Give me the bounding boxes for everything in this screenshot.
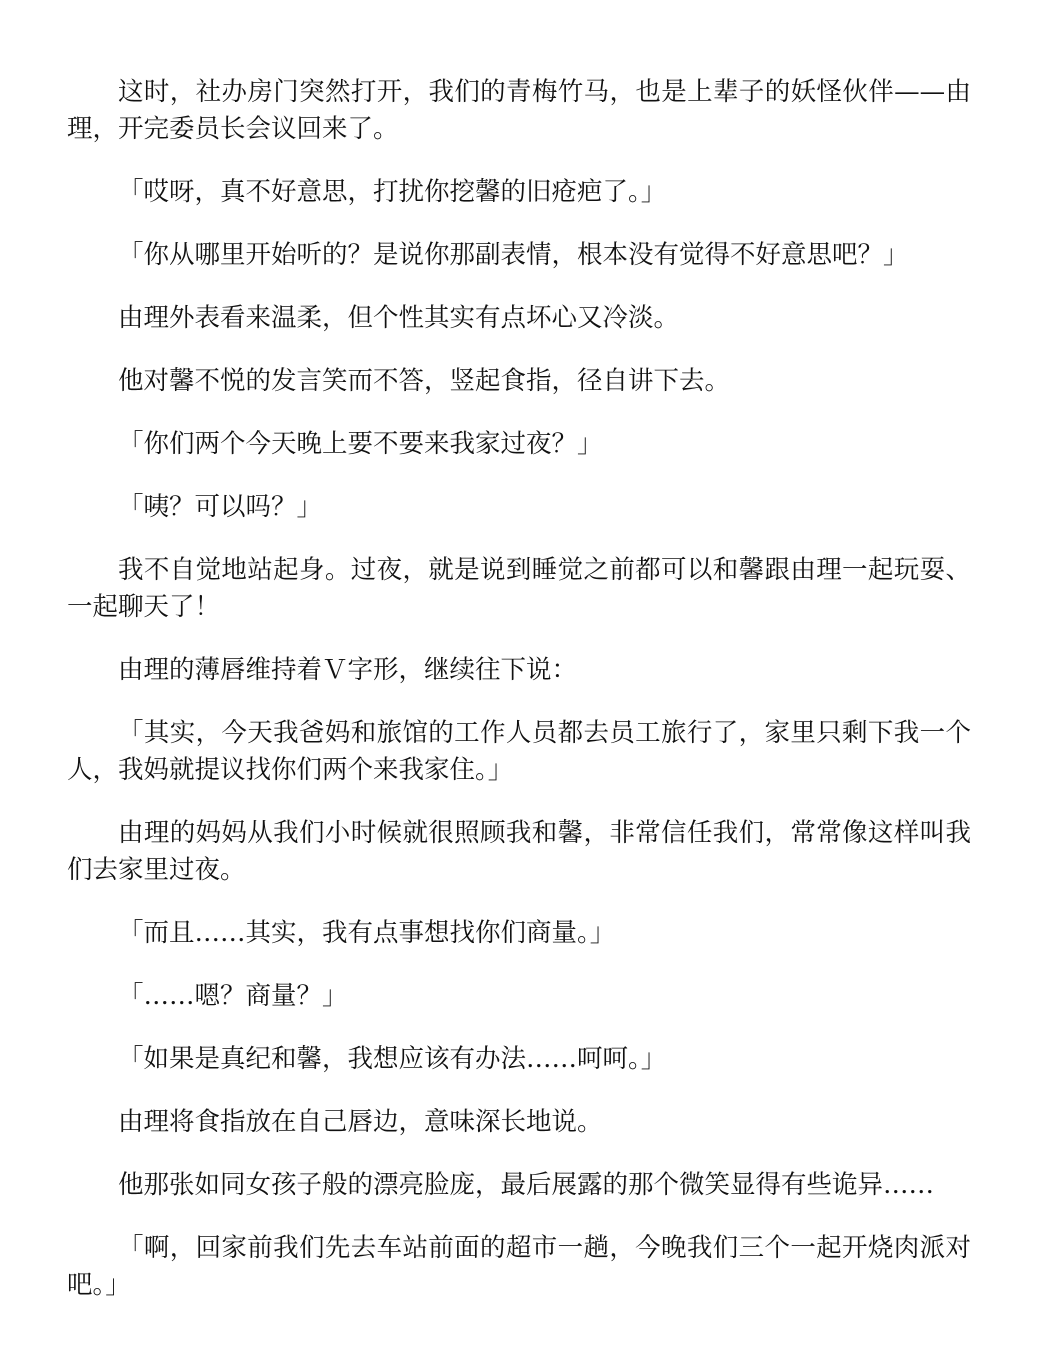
paragraph: 「啊，回家前我们先去车站前面的超市一趟，今晚我们三个一起开烧肉派对吧。」 [67,1233,971,1300]
paragraph: 「咦？可以吗？」 [118,492,323,522]
paragraph: 由理的妈妈从我们小时候就很照顾我和馨，非常信任我们，常常像这样叫我们去家里过夜。 [67,818,971,885]
paragraph: 「而且……其实，我有点事想找你们商量。」 [118,918,616,948]
paragraph: 「其实，今天我爸妈和旅馆的工作人员都去员工旅行了，家里只剩下我一个人，我妈就提议找你们两个来我家住。」 [67,718,971,785]
paragraph: 由理外表看来温柔，但个性其实有点坏心又冷淡。 [118,303,680,333]
paragraph: 他那张如同女孩子般的漂亮脸庞，最后展露的那个微笑显得有些诡异…… [118,1170,935,1200]
paragraph: 他对馨不悦的发言笑而不答，竖起食指，径自讲下去。 [118,366,731,396]
paragraph: 由理的薄唇维持着Ｖ字形，继续往下说： [118,655,578,685]
paragraph: 「如果是真纪和馨，我想应该有办法……呵呵。」 [118,1044,667,1074]
paragraph: 「……嗯？商量？」 [118,981,348,1011]
paragraph: 「哎呀，真不好意思，打扰你挖馨的旧疮疤了。」 [118,177,667,207]
paragraph: 「你从哪里开始听的？是说你那副表情，根本没有觉得不好意思吧？」 [118,240,909,270]
document-page [67,74,971,1330]
paragraph: 由理将食指放在自己唇边，意味深长地说。 [118,1107,603,1137]
paragraph: 这时，社办房门突然打开，我们的青梅竹马，也是上辈子的妖怪伙伴——由理，开完委员长会议回来了。 [67,77,971,144]
paragraph: 「你们两个今天晚上要不要来我家过夜？」 [118,429,603,459]
paragraph: 我不自觉地站起身。过夜，就是说到睡觉之前都可以和馨跟由理一起玩耍、一起聊天了！ [67,555,971,622]
